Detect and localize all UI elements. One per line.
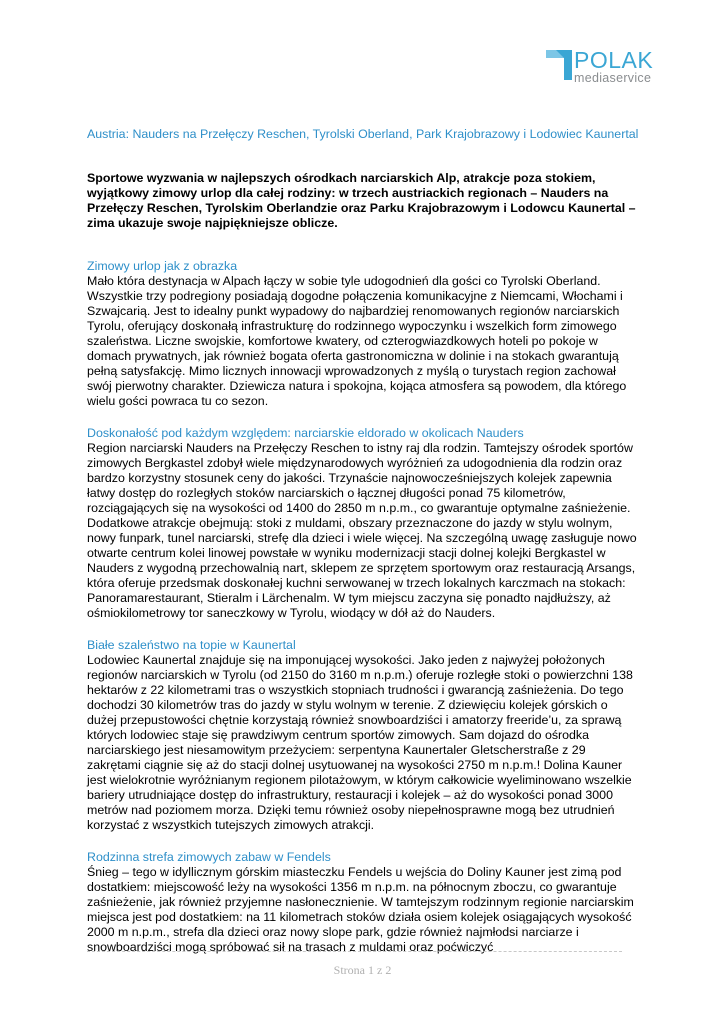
section-kaunertal (87, 638, 639, 833)
section-body: Region narciarski Nauders na Przełęczy Reschen to istny raj dla rodzin. Tamtejszy ośrodek sportów zimowych Bergkastel zdobył wiele międzynarodowych wyróżnień za udogodnienia dla rodzin oraz bardzo korzystny stosunek ceny do jakości. Trzynaście najnowocześniejszych kolejek zapewnia łatwy dostęp do rozległych stoków narciarskich o łącznej długości ponad 75 kilometrów, rozciągających się na wysokości od 1400 do 2850 m n.p.m., co gwarantuje optymalne zaśnieżenie. Dodatkowe atrakcje obejmują: stoki z muldami, obszary przeznaczone do jazdy w stylu wolnym, nowy funpark, tunel narciarski, strefę dla dzieci i wiele więcej. Na szczególną uwagę zasługuje nowo otwarte centrum kolei linowej powstałe w wyniku modernizacji stacji dolnej kolejki Bergkastel w Nauders z wygodną przechowalnią nart, sklepem ze sprzętem sportowym oraz restauracją Arsangs, która oferuje przedsmak doskonałej kuchni serwowanej w trzech lokalnych karczmach na stokach: Panoramarestaurant, Stieralm i Lärchenalm. W tym miejscu zaczyna się ponadto najdłuższy, aż ośmiokilometrowy tor saneczkowy w Tyrolu, wiodący w dół aż do Nauders. (87, 441, 637, 620)
section-body: Śnieg – tego w idyllicznym górskim miasteczku Fendels u wejścia do Doliny Kauner jest zimą pod dostatkiem: miejscowość leży na wysokości 1356 m n.p.m. na północnym zboczu, co gwarantuje zaśnieżenie, jak również przyjemne nasłonecznienie. W tamtejszym rodzinnym regionie narciarskim miejsca jest pod dostatkiem: na 11 kilometrach stoków działa osiem kolejek osiągających wysokość 2000 m n.p.m., strefa dla dzieci oraz nowy slope park, gdzie również najmłodsi narciarze i snowboardziści mogą spróbować sił na trasach z muldami oraz poćwiczyć (87, 865, 634, 954)
section-heading: Zimowy urlop jak z obrazka (87, 259, 238, 273)
section-heading: Białe szaleństwo na topie w Kaunertal (87, 638, 296, 652)
section-nauders (87, 426, 639, 621)
section-winter-holiday (87, 259, 639, 409)
document-content (87, 127, 639, 955)
polak-logo-mark-icon (546, 50, 572, 80)
section-fendels (87, 850, 639, 955)
section-heading: Doskonałość pod każdym względem: narciarskie eldorado w okolicach Nauders (87, 426, 524, 440)
section-heading: Rodzinna strefa zimowych zabaw w Fendels (87, 850, 331, 864)
section-body: Lodowiec Kaunertal znajduje się na imponującej wysokości. Jako jeden z najwyżej położonych regionów narciarskich w Tyrolu (od 2150 do 3160 m n.p.m.) oferuje rozległe stoki o powierzchni 138 hektarów z 22 kilometrami tras o wszystkich stopniach trudności i gwarancją zaśnieżenia. Do tego dochodzi 30 kilometrów tras do jazdy w stylu wolnym w terenie. Z dziewięciu kolejek górskich o dużej przepustowości chętnie korzystają również snowboardziści i amatorzy freeride’u, za sprawą których lodowiec staje się prawdziwym centrum sportów zimowych. Sam dojazd do ośrodka narciarskiego jest niesamowitym przeżyciem: serpentyna Kaunertaler Gletscherstraße z 29 zakrętami ciągnie się aż do stacji dolnej usytuowanej na wysokości 2750 m n.p.m.! Dolina Kauner jest wielokrotnie wyróżnianym regionem pilotażowym, w którym całkowicie wyeliminowano wszelkie bariery utrudniające dostęp do infrastruktury, restauracji i kolejek – aż do wysokości ponad 3000 metrów nad poziomem morza. Dzięki temu również osoby niepełnosprawne mogą bez utrudnień korzystać z wszystkich tutejszych zimowych atrakcji. (87, 653, 633, 832)
footer-divider (87, 951, 622, 952)
logo-name: POLAK (574, 47, 654, 73)
logo-subtitle: mediaservice (574, 71, 652, 85)
document-title: Austria: Nauders na Przełęczy Reschen, Tyrolski Oberland, Park Krajobrazowy i Lodowiec Kaunertal (87, 127, 639, 141)
lead-paragraph: Sportowe wyzwania w najlepszych ośrodkach narciarskich Alp, atrakcje poza stokiem, wyjątkowy zimowy urlop dla całej rodziny: w trzech austriackich regionach – Nauders na Przełęczy Reschen, Tyrolskim Oberlandzie oraz Parku Krajobrazowym i Lodowcu Kaunertal – zima ukazuje swoje najpiękniejsze oblicze. (87, 171, 636, 230)
page-number: Strona 1 z 2 (333, 963, 392, 977)
polak-mediaservice-logo (546, 49, 676, 83)
section-body: Mało która destynacja w Alpach łączy w sobie tyle udogodnień dla gości co Tyrolski Oberland. Wszystkie trzy podregiony posiadają dogodne połączenia komunikacyjne z Niemcami, Włochami i Szwajcarią. Jest to idealny punkt wypadowy do najbardziej renomowanych regionów narciarskich Tyrolu, oferujący doskonałą infrastrukturę do rodzinnego wypoczynku i wszelkich form zimowego szaleństwa. Liczne swojskie, komfortowe kwatery, od czterogwiazdkowych hoteli po pokoje w domach prywatnych, jak również bogata oferta gastronomiczna w dolinie i na stokach gwarantują pełną satysfakcję. Mimo licznych innowacji wprowadzonych z myślą o turystach region zachował swój pierwotny charakter. Dziewicza natura i spokojna, kojąca atmosfera są powodem, dla którego wielu gości powraca tu co sezon. (87, 274, 627, 408)
